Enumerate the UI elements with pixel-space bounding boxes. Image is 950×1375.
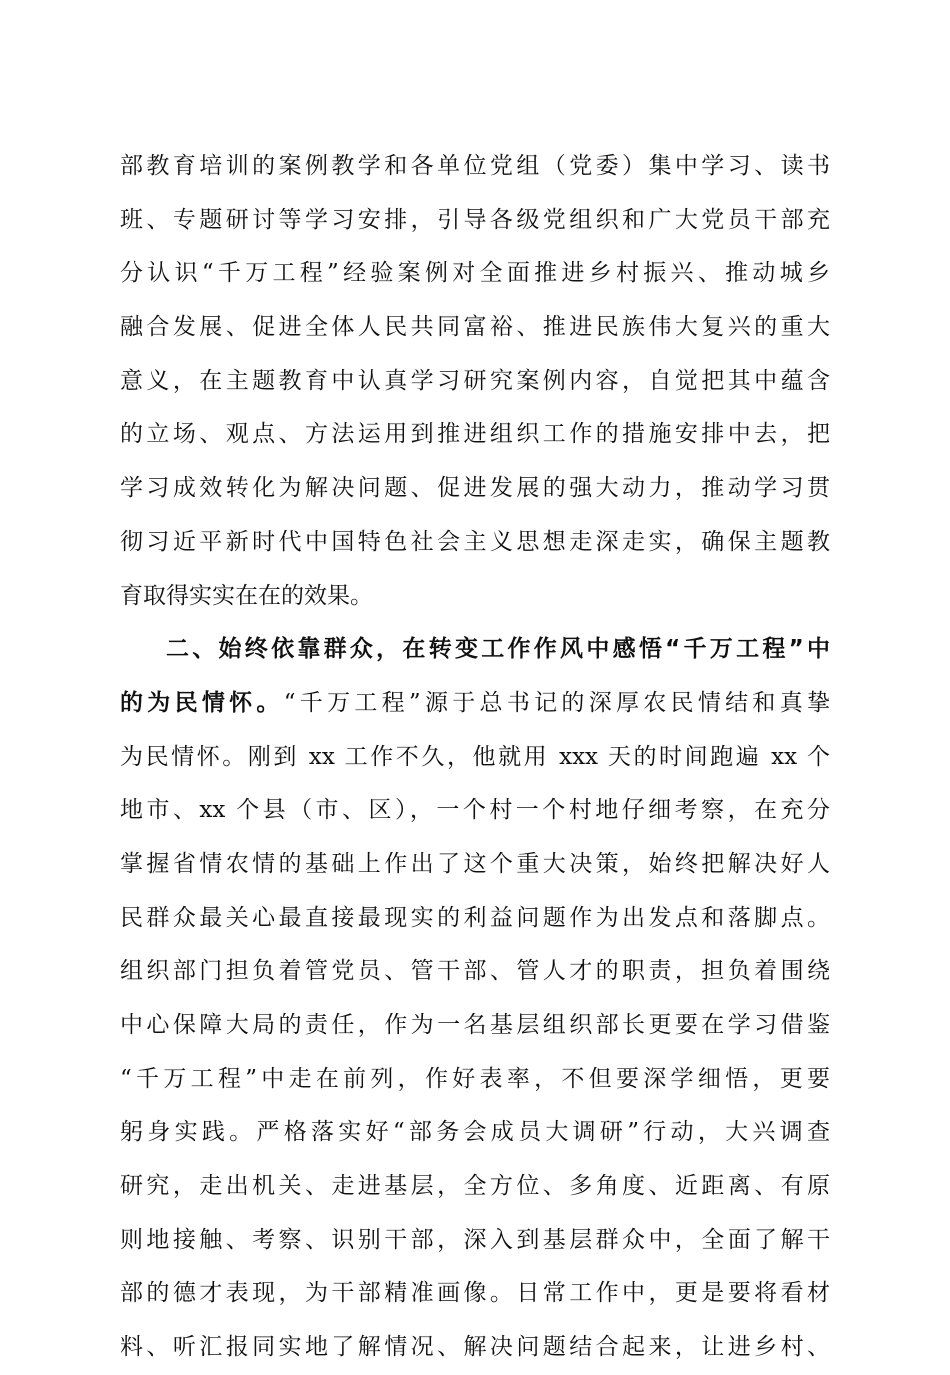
text-line: 组织部门担负着管党员、管干部、管人才的职责，担负着围绕 bbox=[120, 958, 830, 985]
paragraph-1 bbox=[120, 140, 830, 623]
text-line: “千万工程”中走在前列，作好表率，不但要深学细悟，更要 bbox=[120, 1065, 830, 1092]
text-line: 研究，走出机关、走进基层，全方位、多角度、近距离、有原 bbox=[120, 1173, 830, 1200]
text-line: 学习成效转化为解决问题、促进发展的强大动力，推动学习贯 bbox=[120, 475, 830, 502]
text-line: 彻习近平新时代中国特色社会主义思想走深走实，确保主题教 bbox=[120, 528, 830, 555]
text-line: 地市、xx 个县（市、区），一个村一个村地仔细考察，在充分 bbox=[120, 797, 830, 824]
text-line: 掌握省情农情的基础上作出了这个重大决策，始终把解决好人 bbox=[120, 850, 830, 877]
section-heading: 二、始终依靠群众，在转变工作作风中感悟“千万工程”中 bbox=[166, 636, 830, 663]
text-line: 中心保障大局的责任，作为一名基层组织部长更要在学习借鉴 bbox=[120, 1012, 830, 1038]
paragraph-2 bbox=[120, 623, 830, 1375]
text-line bbox=[120, 677, 830, 731]
text-line: 班、专题研讨等学习安排，引导各级党组织和广大党员干部充 bbox=[120, 206, 830, 233]
section-heading-tail: 的为民情怀。 bbox=[120, 689, 284, 716]
text-line: 融合发展、促进全体人民共同富裕、推进民族伟大复兴的重大 bbox=[120, 314, 830, 341]
text-line: 的立场、观点、方法运用到推进组织工作的措施安排中去，把 bbox=[120, 421, 830, 448]
text-run: “千万工程”源于总书记的深厚农民情结和真挚 bbox=[283, 689, 830, 716]
text-line: 料、听汇报同实地了解情况、解决问题结合起来，让进乡村、 bbox=[120, 1334, 830, 1361]
text-line: 育取得实实在在的效果。 bbox=[120, 582, 373, 609]
text-line: 民群众最关心最直接最现实的利益问题作为出发点和落脚点。 bbox=[120, 904, 830, 931]
text-line: 则地接触、考察、识别干部，深入到基层群众中，全面了解干 bbox=[120, 1226, 830, 1253]
text-line: 意义，在主题教育中认真学习研究案例内容，自觉把其中蕴含 bbox=[120, 367, 830, 394]
text-line: 部的德才表现，为干部精准画像。日常工作中，更是要将看材 bbox=[120, 1280, 830, 1307]
text-line: 部教育培训的案例教学和各单位党组（党委）集中学习、读书 bbox=[120, 153, 830, 179]
text-line: 躬身实践。严格落实好“部务会成员大调研”行动，大兴调查 bbox=[120, 1119, 830, 1146]
document-body bbox=[120, 140, 830, 1375]
text-line: 为民情怀。刚到 xx 工作不久，他就用 xxx 天的时间跑遍 xx 个 bbox=[120, 743, 830, 770]
text-line: 分认识“千万工程”经验案例对全面推进乡村振兴、推动城乡 bbox=[120, 260, 830, 287]
